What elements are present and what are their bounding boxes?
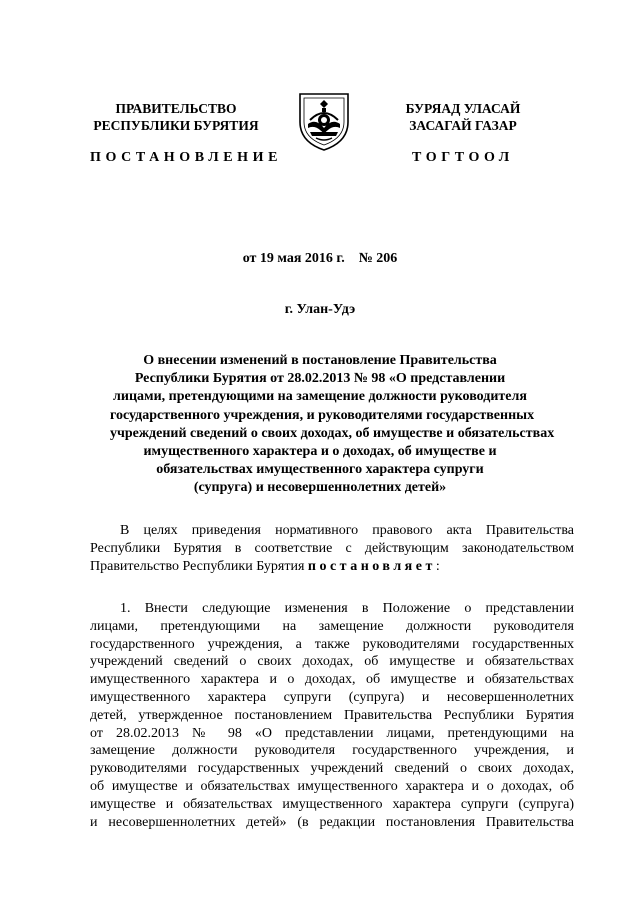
paragraph-line: имущественного характера и о доходах, об имуществе и обязательствах [90,672,574,688]
paragraph-line: имуществе и обязательствах имущественного характера супруги (супруга) [90,796,574,812]
paragraph-line: руководителями государственных учреждений сведений о своих доходах, [90,761,574,777]
title-line: Республики Бурятия от 28.02.2013 № 98 «О представлении [134,371,506,387]
paragraph-line: государственного учреждения, а также руководителями государственных [90,636,574,652]
decree-date-number: от 19 мая 2016 г. № 206 [242,251,398,266]
title-line: учреждений сведений о своих доходах, об имуществе и обязательствах [110,425,555,441]
paragraph-line: детей, утвержденное постановлением Правительства Республики Бурятия [90,707,574,723]
paragraph-line: В целях приведения нормативного правового акта Правительства [120,523,574,538]
header-left-line-1: ПРАВИТЕЛЬСТВО [115,101,237,116]
header-left [86,100,266,134]
decree-title [110,352,555,498]
paragraph-line [90,558,574,576]
header-right-line-2: ЗАСАГАЙ ГАЗАР [409,118,517,133]
header-right-line-1: БУРЯАД УЛАСАЙ [405,101,521,116]
coat-of-arms-buryatia-icon [296,88,352,152]
title-line: лицами, претендующими на замещение должности руководителя [113,389,527,405]
paragraph-line: замещение должности руководителя государственного учреждения, и [90,743,574,759]
title-line: обязательствах имущественного характера супруги [156,462,484,478]
paragraph-preamble [90,522,574,575]
paragraph-line: и несовершеннолетних детей» (в редакции постановления Правительства [90,814,574,830]
title-line: О внесении изменений в постановление Правительства [143,353,497,368]
decree-label-russian: ПОСТАНОВЛЕНИЕ [90,150,283,165]
preamble-prefix: Правительство Республики Бурятия [90,558,308,574]
decree-city: г. Улан-Удэ [284,302,356,317]
paragraph-line: лицами, претендующими на замещение должности руководителя [90,618,574,634]
title-line: государственного учреждения, и руководителями государственных [110,407,535,423]
paragraph-line: имущественного характера супруги (супруга) и несовершеннолетних [90,689,574,705]
title-line: (супруга) и несовершеннолетних детей» [193,480,447,496]
paragraph-item-1 [90,600,574,831]
paragraph-line: от 28.02.2013 № 98 «О представлении лицами, претендующими на [90,725,574,741]
paragraph-line: об имуществе и обязательствах имущественного характера и о доходах, об [90,778,574,794]
title-line: имущественного характера и о доходах, об имуществе и [143,444,497,460]
paragraph-line: учреждений сведений о своих доходах, об имуществе и обязательствах [90,654,574,670]
paragraph-line: Республики Бурятия в соответствие с действующим законодательством [90,540,574,556]
header-right [378,100,548,134]
paragraph-line: 1. Внести следующие изменения в Положение о представлении [120,601,574,616]
decree-label-buryat: ТОГТООЛ [412,150,514,165]
resolves-keyword: постановляет [307,558,436,574]
preamble-suffix: : [435,558,440,574]
header-left-line-2: РЕСПУБЛИКИ БУРЯТИЯ [93,118,259,133]
